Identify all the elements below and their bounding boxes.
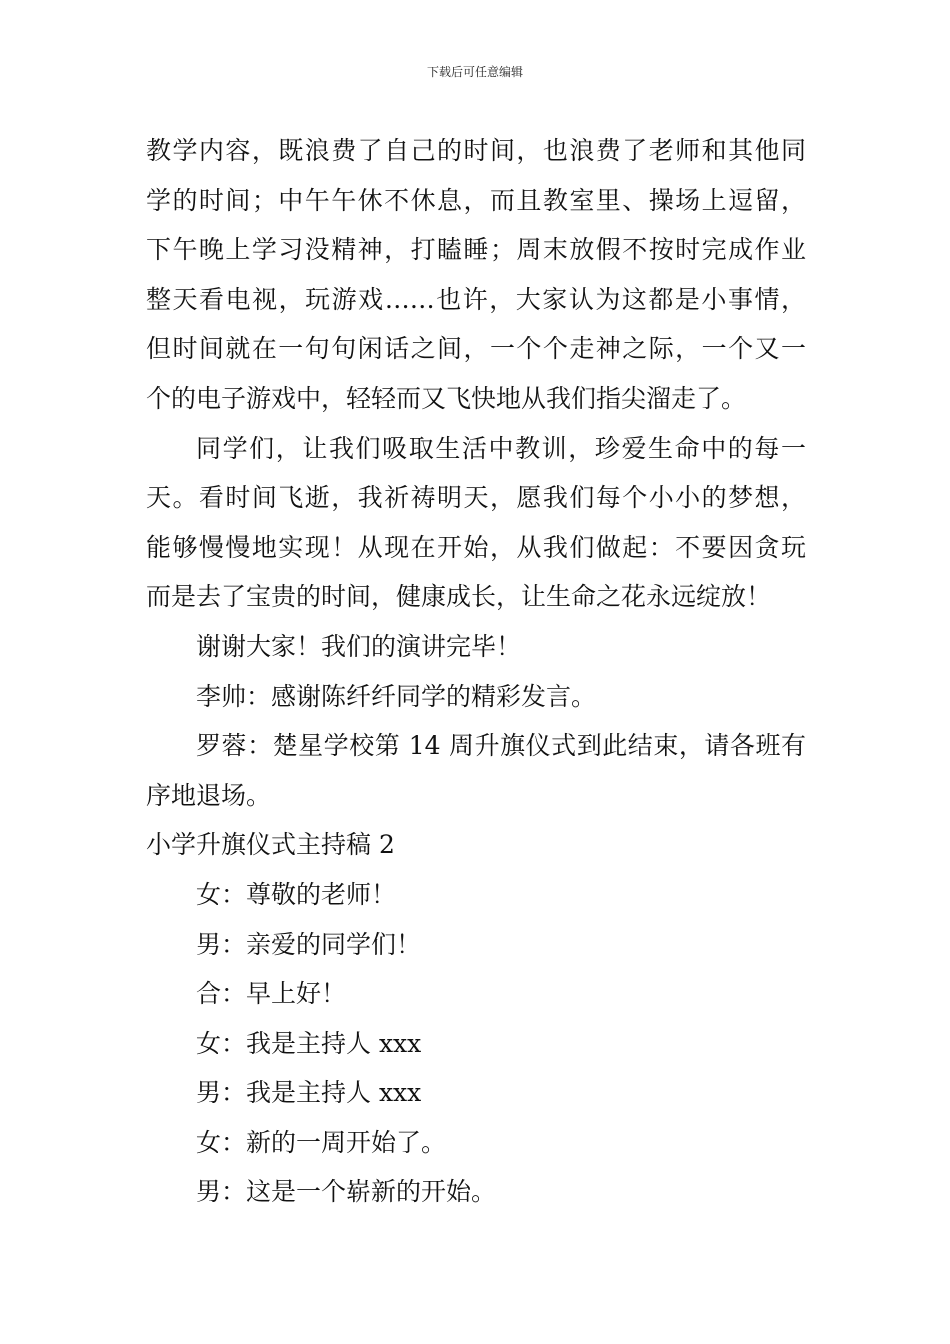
paragraph-line: 而是去了宝贵的时间，健康成长，让生命之花永远绽放！ <box>146 582 772 612</box>
dialogue-line: 男：亲爱的同学们！ <box>196 929 422 959</box>
paragraph-line: 整天看电视，玩游戏……也许，大家认为这都是小事情， <box>146 284 806 314</box>
dialogue-line: 男：这是一个崭新的开始。 <box>196 1177 497 1207</box>
section-title: 小学升旗仪式主持稿 2 <box>146 830 395 860</box>
paragraph-line: 学的时间；中午午休不休息，而且教室里、操场上逗留， <box>146 185 806 215</box>
dialogue-line: 李帅：感谢陈纤纤同学的精彩发言。 <box>196 681 597 711</box>
dialogue-line: 合：早上好！ <box>196 979 347 1009</box>
paragraph-line: 但时间就在一句句闲话之间，一个个走神之际，一个又一 <box>146 334 806 364</box>
paragraph-line: 谢谢大家！我们的演讲完毕！ <box>196 631 522 661</box>
dialogue-line: 女：我是主持人 xxx <box>196 1028 422 1058</box>
paragraph-line: 下午晚上学习没精神，打瞌睡；周末放假不按时完成作业 <box>146 235 806 265</box>
dialogue-line: 罗蓉：楚星学校第 14 周升旗仪式到此结束，请各班有 <box>196 731 806 761</box>
paragraph-line: 天。看时间飞逝，我祈祷明天，愿我们每个小小的梦想， <box>146 483 806 513</box>
dialogue-line: 男：我是主持人 xxx <box>196 1078 422 1108</box>
page-header: 下载后可任意编辑 <box>426 65 523 79</box>
dialogue-line: 女：尊敬的老师！ <box>196 879 397 909</box>
paragraph-line: 同学们，让我们吸取生活中教训，珍爱生命中的每一 <box>196 433 806 463</box>
document-body <box>146 126 806 1217</box>
dialogue-line: 女：新的一周开始了。 <box>196 1127 447 1157</box>
paragraph-line: 个的电子游戏中，轻轻而又飞快地从我们指尖溜走了。 <box>146 383 747 413</box>
paragraph-line: 教学内容，既浪费了自己的时间，也浪费了老师和其他同 <box>146 136 806 165</box>
dialogue-line: 序地退场。 <box>146 780 272 810</box>
paragraph-line: 能够慢慢地实现！从现在开始，从我们做起：不要因贪玩 <box>146 532 806 562</box>
